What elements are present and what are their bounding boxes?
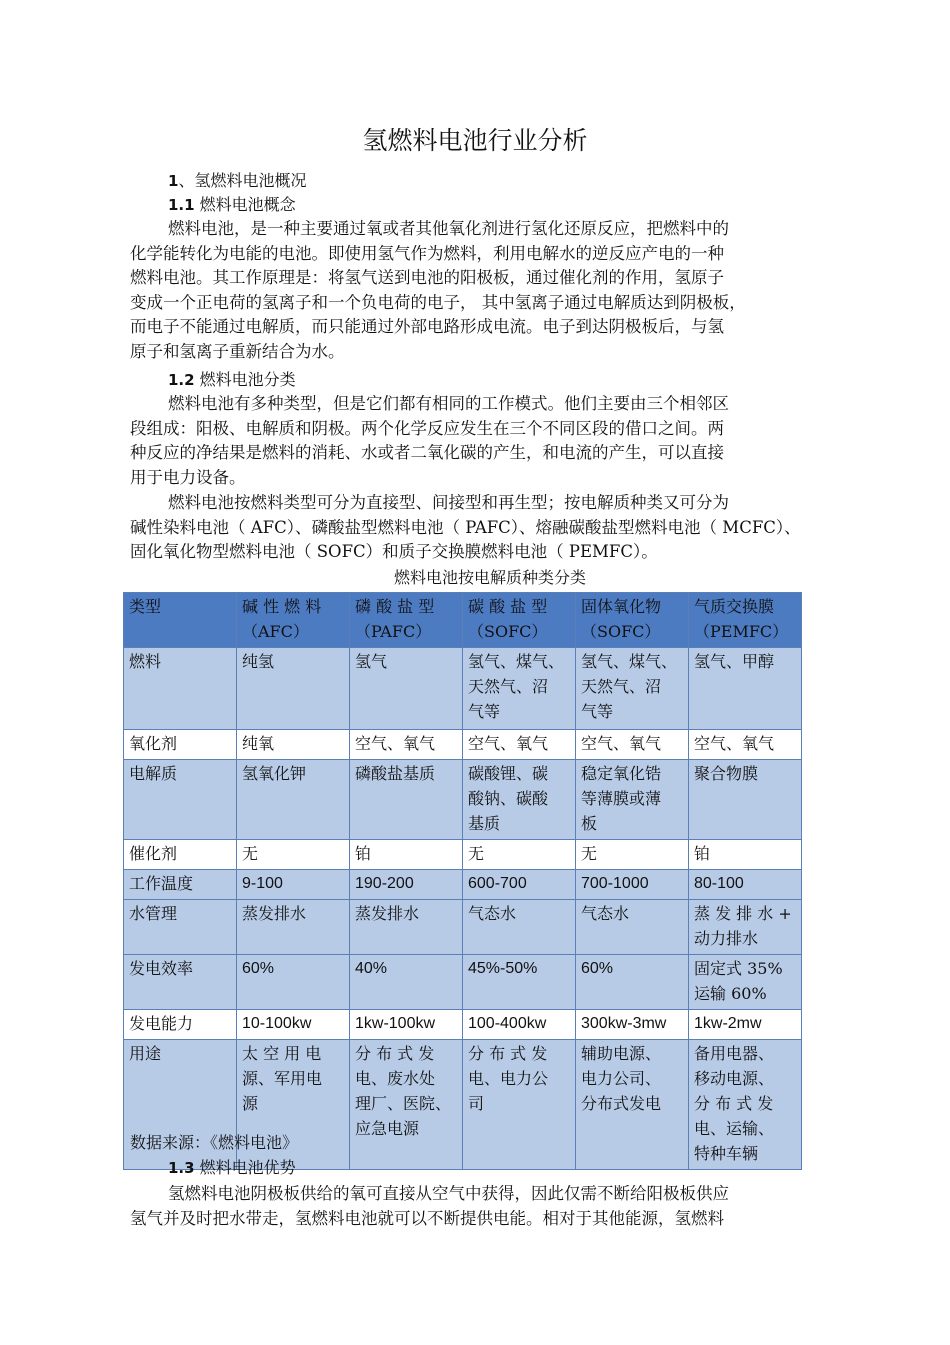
table-row <box>124 900 802 955</box>
table-cell: 10-100kw <box>237 1010 350 1040</box>
table-header-cell: 固体氧化物 （SOFC） <box>576 593 689 648</box>
paragraph-concept <box>130 217 805 365</box>
section-title: 燃料电池分类 <box>194 370 296 389</box>
paragraph-types <box>130 491 805 565</box>
table-header-row <box>124 593 802 648</box>
table-row <box>124 1010 802 1040</box>
table-cell: 分 布 式 发 电、电力公 司 <box>463 1040 576 1170</box>
table-cell: 铂 <box>689 840 802 870</box>
section-number: 1.2 <box>168 371 195 389</box>
data-source: 数据来源：《燃料电池》 <box>130 1133 299 1152</box>
table-cell: 催化剂 <box>124 840 237 870</box>
table-row <box>124 955 802 1010</box>
section-title: 、氢燃料电池概况 <box>178 171 307 190</box>
paragraph-classification <box>130 392 805 490</box>
paragraph-line: 种反应的净结果是燃料的消耗、水或者二氧化碳的产生，和电流的产生，可以直接 <box>130 443 724 463</box>
table-header-cell: 碱 性 燃 料 （AFC） <box>237 593 350 648</box>
table-cell: 备用电器、 移动电源、 分 布 式 发 电、运输、 特种车辆 <box>689 1040 802 1170</box>
section-number: 1.3 <box>168 1159 195 1177</box>
table-cell: 氢气、甲醇 <box>689 648 802 730</box>
table-cell: 无 <box>576 840 689 870</box>
table-cell: 气态水 <box>463 900 576 955</box>
table-cell: 700-1000 <box>576 870 689 900</box>
table-cell: 蒸发排水 <box>350 900 463 955</box>
paragraph-line: 碱性染料电池（ AFC）、磷酸盐型燃料电池（ PAFC）、熔融碳酸盐型燃料电池（ MCFC）、 <box>130 517 801 537</box>
table-cell: 60% <box>576 955 689 1010</box>
table-cell: 碳酸锂、碳 酸钠、碳酸 基质 <box>463 760 576 840</box>
section-number: 1.1 <box>168 196 195 214</box>
table-cell: 辅助电源、 电力公司、 分布式发电 <box>576 1040 689 1170</box>
table-row <box>124 730 802 760</box>
table-cell: 纯氧 <box>237 730 350 760</box>
table-cell: 蒸发排水 <box>237 900 350 955</box>
paragraph-line: 段组成：阳极、电解质和阴极。两个化学反应发生在三个不同区段的借口之间。两 <box>130 418 724 438</box>
table-cell: 固定式 35% 运输 60% <box>689 955 802 1010</box>
paragraph-line: 原子和氢离子重新结合为水。 <box>130 341 345 361</box>
table-header-cell: 类型 <box>124 593 237 648</box>
table-cell: 空气、氧气 <box>689 730 802 760</box>
section-heading-1 <box>168 169 306 193</box>
table-cell: 40% <box>350 955 463 1010</box>
paragraph-line: 燃料电池，是一种主要通过氧或者其他氧化剂进行氢化还原反应，把燃料中的 <box>168 219 729 238</box>
table-cell: 空气、氧气 <box>463 730 576 760</box>
table-cell: 稳定氧化锆 等薄膜或薄 板 <box>576 760 689 840</box>
paragraph-line: 变成一个正电荷的氢离子和一个负电荷的电子， 其中氢离子通过电解质达到阴极板， <box>130 292 746 312</box>
paragraph-line: 固化氧化物型燃料电池（ SOFC）和质子交换膜燃料电池（ PEMFC）。 <box>130 542 658 562</box>
section-number: 1 <box>168 172 179 190</box>
table-cell: 600-700 <box>463 870 576 900</box>
table-header-cell: 磷 酸 盐 型 （PAFC） <box>350 593 463 648</box>
paragraph-line: 燃料电池。其工作原理是：将氢气送到电池的阳极板，通过催化剂的作用，氢原子 <box>130 268 724 288</box>
table-cell: 电解质 <box>124 760 237 840</box>
table-row <box>124 870 802 900</box>
table-cell: 1kw-100kw <box>350 1010 463 1040</box>
table-cell: 60% <box>237 955 350 1010</box>
table-cell: 燃料 <box>124 648 237 730</box>
table-cell: 100-400kw <box>463 1010 576 1040</box>
paragraph-line: 而电子不能通过电解质，而只能通过外部电路形成电流。电子到达阴极板后，与氢 <box>130 317 724 337</box>
table-cell: 气态水 <box>576 900 689 955</box>
paragraph-line: 用于电力设备。 <box>130 467 246 487</box>
table-cell: 分 布 式 发 电、废水处 理厂、医院、 应急电源 <box>350 1040 463 1170</box>
table-header-cell: 气质交换膜 （PEMFC） <box>689 593 802 648</box>
paragraph-advantages <box>130 1182 805 1231</box>
table-cell: 纯氢 <box>237 648 350 730</box>
table-row <box>124 840 802 870</box>
table-cell: 45%-50% <box>463 955 576 1010</box>
table-cell: 水管理 <box>124 900 237 955</box>
table-cell: 太 空 用 电 源、军用电 源 <box>237 1040 350 1170</box>
paragraph-line: 氢气并及时把水带走，氢燃料电池就可以不断提供电能。相对于其他能源，氢燃料 <box>130 1208 724 1228</box>
table-cell: 工作温度 <box>124 870 237 900</box>
table-cell: 无 <box>463 840 576 870</box>
fuel-cell-table <box>123 592 802 1170</box>
table-cell: 氢气 <box>350 648 463 730</box>
table-cell: 80-100 <box>689 870 802 900</box>
section-heading-1-3 <box>168 1156 296 1180</box>
table-cell: 190-200 <box>350 870 463 900</box>
table-cell: 氢氧化钾 <box>237 760 350 840</box>
table-row <box>124 648 802 730</box>
table-cell: 氧化剂 <box>124 730 237 760</box>
section-title: 燃料电池优势 <box>194 1158 296 1177</box>
table-cell: 铂 <box>350 840 463 870</box>
table-cell: 空气、氧气 <box>576 730 689 760</box>
table-cell: 空气、氧气 <box>350 730 463 760</box>
table-cell: 300kw-3mw <box>576 1010 689 1040</box>
section-title: 燃料电池概念 <box>194 195 296 214</box>
table-cell: 氢气、煤气、 天然气、沼 气等 <box>576 648 689 730</box>
section-heading-1-1 <box>168 193 296 217</box>
table-cell: 发电能力 <box>124 1010 237 1040</box>
table-cell: 用途 <box>124 1040 237 1170</box>
table-cell: 聚合物膜 <box>689 760 802 840</box>
table-cell: 发电效率 <box>124 955 237 1010</box>
page-title: 氢燃料电池行业分析 <box>362 126 588 155</box>
paragraph-line: 氢燃料电池阴极板供给的氧可直接从空气中获得，因此仅需不断给阳极板供应 <box>168 1184 729 1203</box>
paragraph-line: 化学能转化为电能的电池。即使用氢气作为燃料，利用电解水的逆反应产电的一种 <box>130 243 724 263</box>
table-caption: 燃料电池按电解质种类分类 <box>393 568 586 587</box>
table-cell: 9-100 <box>237 870 350 900</box>
table-row <box>124 760 802 840</box>
table-cell: 无 <box>237 840 350 870</box>
paragraph-line: 燃料电池有多种类型，但是它们都有相同的工作模式。他们主要由三个相邻区 <box>168 394 729 413</box>
table-cell: 氢气、煤气、 天然气、沼 气等 <box>463 648 576 730</box>
table-cell: 1kw-2mw <box>689 1010 802 1040</box>
table-header-cell: 碳 酸 盐 型 （SOFC） <box>463 593 576 648</box>
table-cell: 蒸 发 排 水 + 动力排水 <box>689 900 802 955</box>
table-cell: 磷酸盐基质 <box>350 760 463 840</box>
paragraph-line: 燃料电池按燃料类型可分为直接型、间接型和再生型；按电解质种类又可分为 <box>168 493 729 512</box>
section-heading-1-2 <box>168 368 296 392</box>
